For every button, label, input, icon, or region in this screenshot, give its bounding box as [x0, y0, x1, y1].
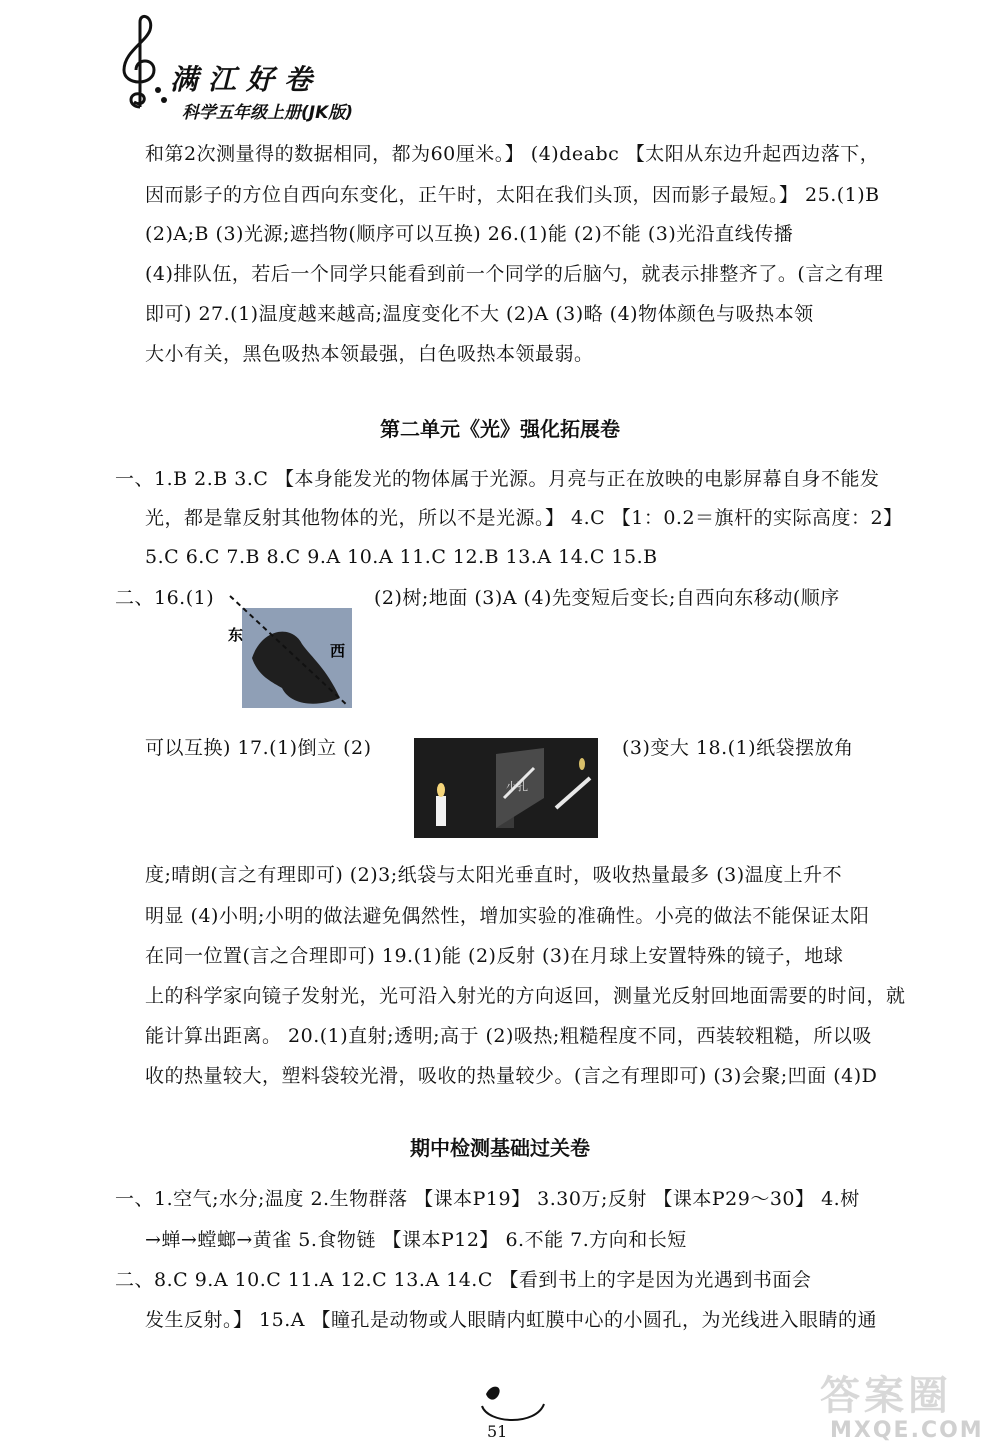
text-line: 一、1.空气;水分;温度 2.生物群落 【课本P19】 3.30万;反射 【课本P29～30】 4.树: [115, 1188, 860, 1210]
book-subtitle: 科学五年级上册(JK版): [182, 103, 354, 123]
watermark-url: MXQE.COM: [830, 1418, 984, 1443]
text-line: 二、8.C 9.A 10.C 11.A 12.C 13.A 14.C 【看到书上的字是因为光遇到书面会: [115, 1269, 812, 1291]
pinhole-camera-figure: [414, 738, 598, 838]
section-title-midterm: 期中检测基础过关卷: [410, 1136, 590, 1160]
text-line: 可以互换) 17.(1)倒立 (2): [145, 737, 372, 759]
brand-title: 满江好卷: [170, 63, 323, 96]
text-line: (4)排队伍，若后一个同学只能看到前一个同学的后脑勺，就表示排整齐了。(言之有理: [145, 263, 884, 285]
text-line: 能计算出距离。 20.(1)直射;透明;高于 (2)吸热;粗糙程度不同，西装较粗糙，所以吸: [145, 1025, 872, 1047]
watermark-logo-text: 答案圈: [820, 1373, 952, 1419]
treble-clef-icon: [110, 12, 170, 112]
watermark: [810, 1360, 1000, 1450]
text-line: (2)树;地面 (3)A (4)先变短后变长;自西向东移动(顺序: [374, 587, 840, 609]
text-line: 一、1.B 2.B 3.C 【本身能发光的物体属于光源。月亮与正在放映的电影屏幕自身不能发: [115, 468, 880, 490]
text-line: 二、16.(1): [115, 587, 215, 609]
west-label: 西: [330, 642, 346, 660]
section-title-light: 第二单元《光》强化拓展卷: [380, 417, 620, 441]
text-line: 大小有关，黑色吸热本领最强，白色吸热本领最弱。: [145, 343, 594, 365]
text-line: 度;晴朗(言之有理即可) (2)3;纸袋与太阳光垂直时，吸收热量最多 (3)温度上升不: [145, 864, 843, 886]
text-line: (3)变大 18.(1)纸袋摆放角: [622, 737, 854, 759]
page-header: [110, 12, 990, 123]
pinhole-label: 小孔: [506, 780, 528, 793]
text-line: 因而影子的方位自西向东变化，正午时，太阳在我们头顶，因而影子最短。】 25.(1)B: [145, 184, 880, 206]
text-line: 明显 (4)小明;小明的做法避免偶然性，增加实验的准确性。小亮的做法不能保证太阳: [145, 905, 870, 927]
text-line: 在同一位置(言之合理即可) 19.(1)能 (2)反射 (3)在月球上安置特殊的镜子，地球: [145, 945, 844, 967]
text-line: 收的热量较大，塑料袋较光滑，吸收的热量较少。(言之有理即可) (3)会聚;凹面 (4)D: [145, 1065, 878, 1087]
text-line: (2)A;B (3)光源;遮挡物(顺序可以互换) 26.(1)能 (2)不能 (3)光沿直线传播: [145, 223, 794, 245]
text-line: 光，都是靠反射其他物体的光，所以不是光源。】 4.C 【1：0.2＝旗杆的实际高度：2】: [145, 507, 903, 529]
tree-shadow-figure: [222, 588, 352, 713]
text-line: 和第2次测量得的数据相同，都为60厘米。】 (4)deabc 【太阳从东边升起西边落下，: [145, 143, 880, 165]
text-line: 即可) 27.(1)温度越来越高;温度变化不大 (2)A (3)略 (4)物体颜色与吸热本领: [145, 303, 814, 325]
page-number: 51: [487, 1422, 508, 1441]
text-line: →蝉→螳螂→黄雀 5.食物链 【课本P12】 6.不能 7.方向和长短: [145, 1229, 687, 1251]
east-label: 东: [228, 626, 244, 644]
text-line: 5.C 6.C 7.B 8.C 9.A 10.A 11.C 12.B 13.A 14.C 15.B: [145, 546, 658, 568]
text-line: 上的科学家向镜子发射光，光可沿入射光的方向返回，测量光反射回地面需要的时间，就: [145, 985, 906, 1007]
text-line: 发生反射。】 15.A 【瞳孔是动物或人眼睛内虹膜中心的小圆孔，为光线进入眼睛的通: [145, 1309, 878, 1331]
